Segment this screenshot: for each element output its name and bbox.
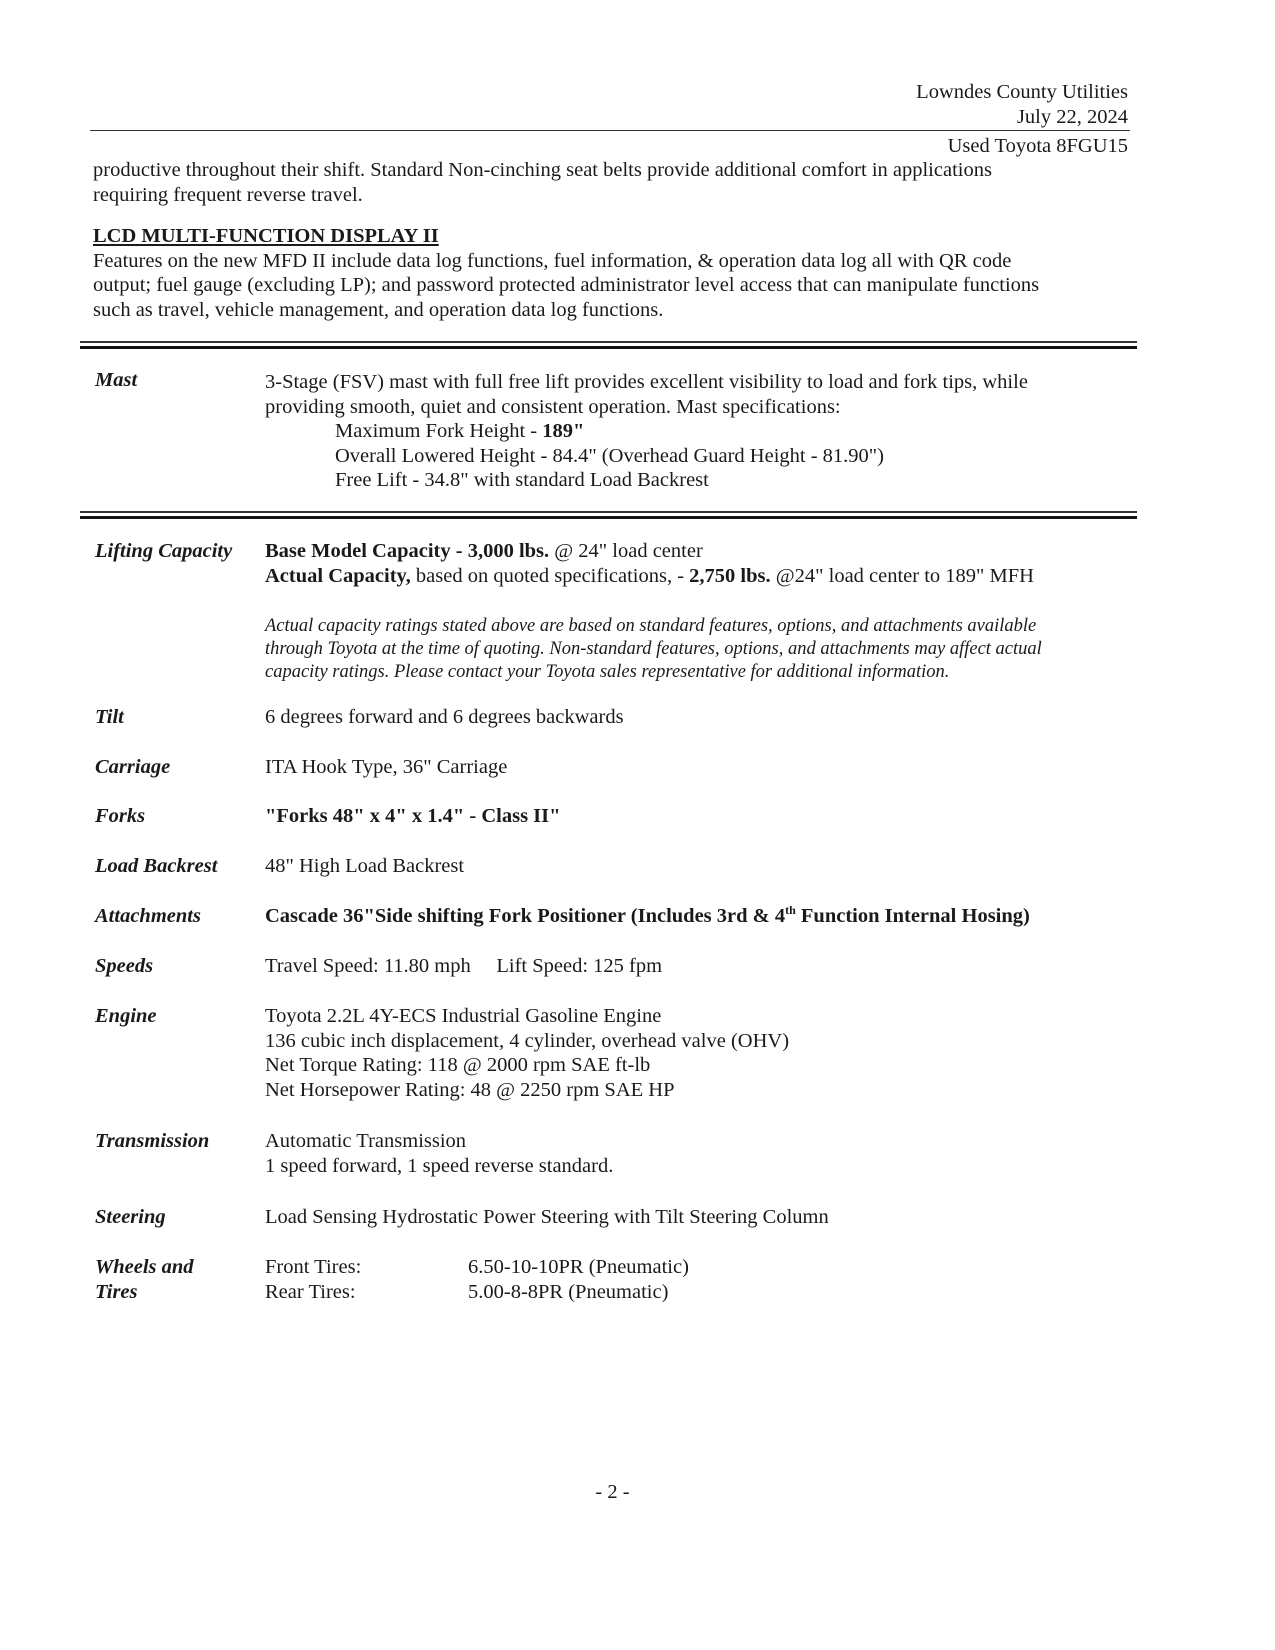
attachments-value [265,904,1030,929]
lcd-line: Features on the new MFD II include data log functions, fuel information, & operation data log all with QR code [93,249,1012,272]
lcd-line: such as travel, vehicle management, and operation data log functions. [93,298,664,321]
engine-label: Engine [95,1005,157,1027]
engine-line: Toyota 2.2L 4Y-ECS Industrial Gasoline Engine [265,1005,662,1027]
actual-capacity-value: 2,750 lbs. [689,564,771,587]
page-number: - 2 - [595,1481,630,1503]
note-line: capacity ratings. Please contact your Toyota sales representative for additional information. [265,662,950,682]
capacity-note [265,615,1042,684]
note-line: through Toyota at the time of quoting. Non-standard features, options, and attachments may affect actual [265,639,1042,659]
mast-line: 3-Stage (FSV) mast with full free lift provides excellent visibility to load and fork tips, while [265,371,1028,393]
engine-line: Net Torque Rating: 118 @ 2000 rpm SAE ft-lb [265,1054,651,1076]
attachments-sup: th [785,903,796,918]
base-capacity-rest: @ 24" load center [549,540,703,562]
wheels-label [95,1255,194,1304]
base-capacity [265,539,1034,564]
actual-capacity [265,564,1034,589]
tilt-value: 6 degrees forward and 6 degrees backwards [265,706,624,728]
speeds-value: Travel Speed: 11.80 mph Lift Speed: 125 fpm [265,955,663,977]
engine-line: 136 cubic inch displacement, 4 cylinder, overhead valve (OHV) [265,1029,790,1052]
actual-capacity-mid: based on quoted specifications, - [410,564,690,587]
carriage-label: Carriage [95,756,171,778]
lcd-line: output; fuel gauge (excluding LP); and password protected administrator level access that can manipulate functions [93,274,1040,296]
mast-label: Mast [95,369,138,391]
front-tires-value: 6.50-10-10PR (Pneumatic) [468,1256,689,1278]
backrest-label: Load Backrest [95,855,218,877]
lcd-section [93,224,1039,322]
mast-line: providing smooth, quiet and consistent operation. Mast specifications: [265,395,841,418]
lifting-value [265,539,1034,588]
intro-line: requiring frequent reverse travel. [93,183,363,206]
header-org: Lowndes County Utilities [916,81,1128,103]
header-date: July 22, 2024 [1016,106,1128,128]
fork-height-label: Maximum Fork Height - [335,420,543,442]
transmission-line: 1 speed forward, 1 speed reverse standard. [265,1154,614,1177]
tilt-label: Tilt [95,706,124,728]
transmission-line: Automatic Transmission [265,1130,467,1152]
attachments-label: Attachments [95,905,201,927]
forks-label: Forks [95,805,146,827]
note-line: Actual capacity ratings stated above are based on standard features, options, and attachments available [265,616,1037,636]
attachments-text: Cascade 36"Side shifting Fork Positioner (Includes 3rd & 4 [265,905,786,927]
forks-value: "Forks 48" x 4" x 1.4" - Class II" [265,805,561,827]
actual-capacity-rest: @24" load center to 189" MFH [770,564,1034,587]
header-divider [90,130,1130,131]
fork-height-value: 189" [542,420,585,442]
front-tires-label: Front Tires: [265,1256,362,1278]
mast-fork-height [265,419,1028,444]
base-capacity-bold: Base Model Capacity - 3,000 lbs. [265,540,550,562]
rear-tires-label: Rear Tires: [265,1281,356,1303]
mast-free-lift: Free Lift - 34.8" with standard Load Backrest [335,469,709,491]
rear-tires-value: 5.00-8-8PR (Pneumatic) [468,1281,669,1303]
transmission-value [265,1129,613,1178]
lifting-label: Lifting Capacity [95,540,233,562]
wheels-label-line: Wheels and [95,1256,194,1278]
header-subject: Used Toyota 8FGU15 [947,135,1128,157]
section-divider [80,341,1137,349]
transmission-label: Transmission [95,1130,210,1152]
backrest-value: 48" High Load Backrest [265,855,465,877]
mast-lowered-height: Overall Lowered Height - 84.4" (Overhead Guard Height - 81.90") [335,444,884,467]
actual-capacity-bold: Actual Capacity, [265,564,411,587]
lcd-heading: LCD MULTI-FUNCTION DISPLAY II [93,225,439,247]
section-divider [80,511,1137,519]
engine-value [265,1004,789,1102]
intro-paragraph [93,158,992,207]
intro-line: productive throughout their shift. Standard Non-cinching seat belts provide additional comfort in applications [93,159,992,181]
mast-value [265,370,1028,493]
engine-line: Net Horsepower Rating: 48 @ 2250 rpm SAE HP [265,1078,675,1101]
steering-value: Load Sensing Hydrostatic Power Steering with Tilt Steering Column [265,1206,829,1228]
wheels-label-line: Tires [95,1280,138,1303]
steering-label: Steering [95,1206,166,1228]
carriage-value: ITA Hook Type, 36" Carriage [265,756,508,778]
speeds-label: Speeds [95,955,154,977]
attachments-text: Function Internal Hosing) [795,905,1030,927]
